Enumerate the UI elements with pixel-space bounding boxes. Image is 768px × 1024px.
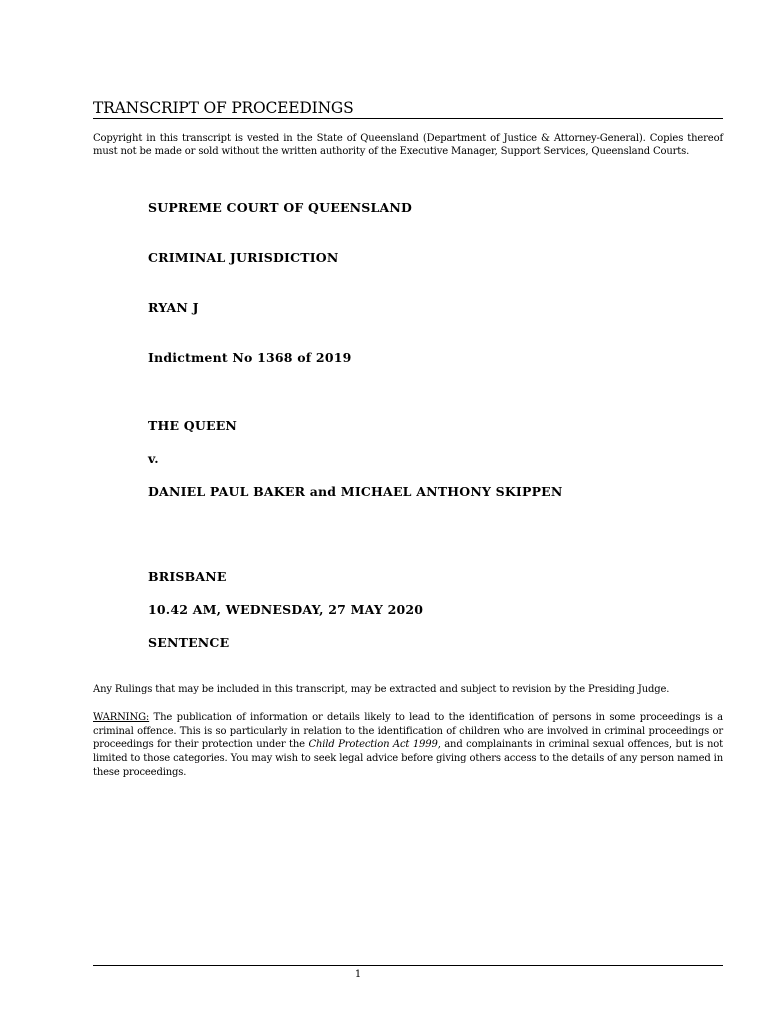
warning-notice xyxy=(93,711,723,780)
page-number: 1 xyxy=(354,969,362,980)
defendant-line-2: MICHAEL ANTHONY SKIPPEN xyxy=(340,484,563,499)
copyright-notice: Copyright in this transcript is vested in the State of Queensland (Department of Justice & Attorney-General). Copies thereof must not be made or sold without the written authority of the Executive Manager, Support Services, Queensland Courts. xyxy=(93,133,723,157)
location: BRISBANE xyxy=(148,569,227,584)
versus-label: v. xyxy=(148,451,159,466)
judge-name: RYAN J xyxy=(148,300,199,315)
hearing-datetime: 10.42 AM, WEDNESDAY, 27 MAY 2020 xyxy=(148,602,424,617)
warning-text-2: , and complainants in criminal sexual offences, but is not limited to those categories. You may wish to seek legal advice before giving others access to the details of any person named in these proceedings. xyxy=(93,739,723,778)
defendant-line-1: DANIEL PAUL BAKER and xyxy=(148,484,337,499)
indictment-number: Indictment No 1368 of 2019 xyxy=(148,350,352,365)
rulings-note: Any Rulings that may be included in this transcript, may be extracted and subject to revision by the Presiding Judge. xyxy=(93,684,670,695)
court-name: SUPREME COURT OF QUEENSLAND xyxy=(148,200,413,215)
page-title: TRANSCRIPT OF PROCEEDINGS xyxy=(93,99,723,119)
warning-text-1: The publication of information or details likely to lead to the identification of persons in some proceedings is a criminal offence. This is so particularly in relation to the identification of children who are involved in criminal proceedings or proceedings for their protection under the xyxy=(93,712,723,751)
proceeding-type: SENTENCE xyxy=(148,635,230,650)
prosecution-party: THE QUEEN xyxy=(148,418,238,433)
defendants xyxy=(148,483,563,500)
footer-divider xyxy=(93,965,723,966)
warning-label: WARNING: xyxy=(93,712,150,723)
act-name: Child Protection Act 1999 xyxy=(308,739,438,751)
jurisdiction: CRIMINAL JURISDICTION xyxy=(148,250,339,265)
